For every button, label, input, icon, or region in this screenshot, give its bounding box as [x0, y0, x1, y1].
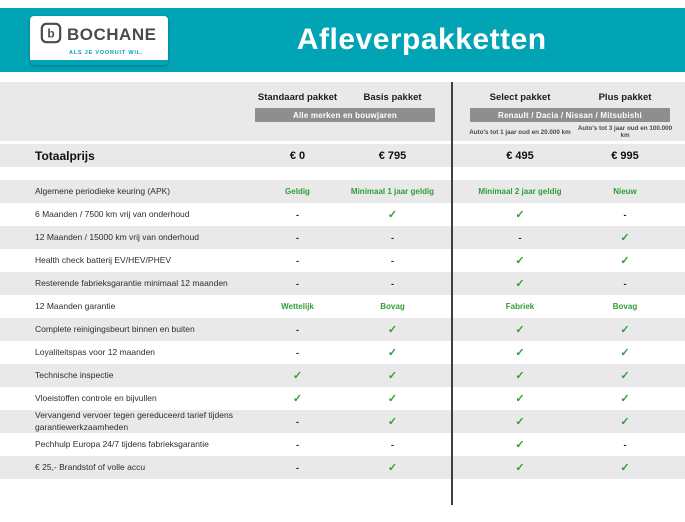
dash-cell: - — [296, 232, 299, 243]
check-cell: ✓ — [620, 462, 630, 474]
table-row — [0, 180, 685, 203]
logo-slogan: ALS JE VOORUIT WIL. — [69, 49, 144, 56]
check-cell: ✓ — [387, 416, 398, 428]
badge-cell — [250, 108, 440, 123]
price-plus: € 995 — [611, 149, 639, 162]
group-divider-line — [451, 82, 453, 505]
check-cell: ✓ — [620, 416, 630, 428]
row-label: 12 Maanden garantie — [35, 300, 116, 311]
subtitle-row — [0, 125, 685, 139]
table-row — [0, 318, 685, 341]
check-cell: ✓ — [387, 370, 398, 382]
value-cell: Nieuw — [613, 187, 637, 196]
price-standaard: € 0 — [289, 149, 306, 162]
feature-rows — [0, 180, 685, 479]
dash-cell: - — [296, 324, 299, 335]
check-cell: ✓ — [387, 393, 398, 405]
dash-cell: - — [296, 278, 299, 289]
value-cell: Fabriek — [505, 302, 535, 311]
row-label: 6 Maanden / 7500 km vrij van onderhoud — [35, 208, 190, 219]
badge-cell — [465, 108, 675, 123]
dash-cell: - — [296, 209, 299, 220]
col-standaard-pakket: Standaard pakket — [257, 91, 338, 103]
price-select: € 495 — [506, 149, 534, 162]
check-cell: ✓ — [515, 347, 525, 359]
check-cell: ✓ — [292, 370, 303, 382]
row-label: Health check batterij EV/HEV/PHEV — [35, 254, 172, 265]
dash-cell: - — [391, 232, 394, 243]
check-cell: ✓ — [515, 416, 525, 428]
value-cell: Minimaal 1 jaar geldig — [350, 187, 435, 196]
check-cell: ✓ — [515, 462, 525, 474]
check-cell: ✓ — [515, 209, 525, 221]
value-cell: Minimaal 2 jaar geldig — [478, 187, 562, 196]
total-price-row — [0, 144, 685, 167]
check-cell: ✓ — [515, 324, 525, 336]
value-cell: Bovag — [612, 302, 638, 311]
check-cell: ✓ — [515, 370, 525, 382]
bochane-logo — [30, 16, 168, 65]
check-cell: ✓ — [515, 255, 525, 267]
check-cell: ✓ — [387, 462, 398, 474]
svg-text:b: b — [47, 26, 55, 41]
brands-badge-renault-group: Renault / Dacia / Nissan / Mitsubishi — [470, 108, 670, 123]
row-label: Technische inspectie — [35, 369, 114, 380]
dash-cell: - — [296, 439, 299, 450]
brands-badge-all: Alle merken en bouwjaren — [255, 108, 435, 123]
value-cell: Geldig — [285, 187, 310, 196]
check-cell: ✓ — [620, 324, 630, 336]
dash-cell: - — [518, 232, 522, 243]
header-banner — [0, 8, 685, 72]
select-pakket-subtitle: Auto's tot 1 jaar oud en 20.000 km — [469, 128, 571, 136]
check-cell: ✓ — [387, 324, 398, 336]
row-label: Pechhulp Europa 24/7 tijdens fabrieksgarantie — [35, 438, 209, 449]
table-row — [0, 249, 685, 272]
row-label: Vervangend vervoer tegen gereduceerd tarief tijdens garantiewerkzaamheden — [35, 410, 233, 432]
table-row — [0, 456, 685, 479]
check-cell: ✓ — [292, 393, 303, 405]
packages-table — [0, 82, 685, 479]
check-cell: ✓ — [515, 439, 525, 451]
row-label: Algemene periodieke keuring (APK) — [35, 185, 171, 196]
logo-brand-text: BOCHANE — [67, 25, 157, 44]
dash-cell: - — [391, 278, 394, 289]
table-row — [0, 341, 685, 364]
table-row — [0, 226, 685, 249]
package-header-band — [0, 82, 685, 141]
table-row — [0, 203, 685, 226]
table-row — [0, 387, 685, 410]
check-cell: ✓ — [620, 255, 630, 267]
row-label: € 25,- Brandstof of volle accu — [35, 461, 146, 472]
table-row — [0, 364, 685, 387]
dash-cell: - — [623, 278, 627, 289]
row-label: Resterende fabrieksgarantie minimaal 12 maanden — [35, 277, 228, 288]
dash-cell: - — [296, 255, 299, 266]
check-cell: ✓ — [620, 232, 630, 244]
row-label: Loyaliteitspas voor 12 maanden — [35, 346, 156, 357]
total-price-label: Totaalprijs — [35, 148, 95, 163]
col-plus-pakket: Plus pakket — [598, 91, 652, 103]
package-name-row — [0, 88, 685, 106]
plus-pakket-subtitle: Auto's tot 3 jaar oud en 100.000 km — [577, 125, 673, 139]
check-cell: ✓ — [620, 370, 630, 382]
dash-cell: - — [623, 209, 627, 220]
dash-cell: - — [391, 255, 394, 266]
dash-cell: - — [391, 439, 394, 450]
check-cell: ✓ — [387, 209, 398, 221]
check-cell: ✓ — [515, 278, 525, 290]
table-row — [0, 410, 685, 433]
col-select-pakket: Select pakket — [489, 91, 551, 103]
row-label: 12 Maanden / 15000 km vrij van onderhoud — [35, 231, 199, 242]
bochane-b-icon — [40, 22, 62, 49]
check-cell: ✓ — [515, 393, 525, 405]
table-row — [0, 433, 685, 456]
logo-row — [40, 22, 156, 49]
check-cell: ✓ — [620, 347, 630, 359]
page-title: Afleverpakketten — [296, 23, 547, 56]
price-basis: € 795 — [378, 149, 407, 162]
dash-cell: - — [623, 439, 627, 450]
row-label: Vloeistoffen controle en bijvullen — [35, 392, 157, 403]
value-cell: Wettelijk — [281, 302, 314, 311]
table-row — [0, 272, 685, 295]
badge-row — [0, 107, 685, 123]
dash-cell: - — [296, 462, 299, 473]
value-cell: Bovag — [380, 302, 405, 311]
dash-cell: - — [296, 347, 299, 358]
check-cell: ✓ — [620, 393, 630, 405]
dash-cell: - — [296, 416, 299, 427]
row-label: Complete reinigingsbeurt binnen en buiten — [35, 323, 195, 334]
table-row — [0, 295, 685, 318]
check-cell: ✓ — [387, 347, 398, 359]
col-basis-pakket: Basis pakket — [363, 91, 422, 103]
